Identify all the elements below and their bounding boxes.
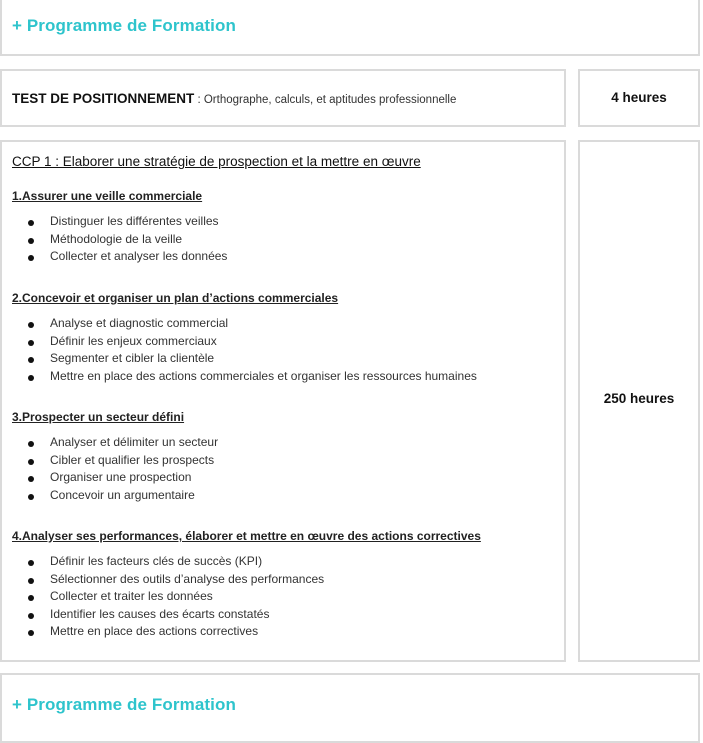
section-list [12,553,481,641]
test-duration: 4 heures [611,90,667,105]
section-3 [12,410,218,504]
ccp-duration-cell [578,140,700,662]
test-duration-cell [578,69,700,127]
list-item: Distinguer les différentes veilles [50,213,227,231]
programme-toggle-bottom[interactable] [0,673,700,743]
list-item: Concevoir un argumentaire [50,487,218,505]
ccp-content-cell [0,140,566,662]
section-2 [12,291,477,385]
section-list [12,213,227,266]
programme-toggle-label[interactable]: + Programme de Formation [12,16,236,35]
section-title: 1.Assurer une veille commerciale [12,189,203,203]
list-item: Segmenter et cibler la clientèle [50,350,477,368]
list-item: Analyse et diagnostic commercial [50,315,477,333]
list-item: Définir les enjeux commerciaux [50,333,477,351]
test-separator: : [194,94,204,106]
list-item: Sélectionner des outils d’analyse des performances [50,571,481,589]
list-item: Identifier les causes des écarts constatés [50,606,481,624]
section-4 [12,529,481,641]
list-item: Mettre en place des actions commerciales et organiser les ressources humaines [50,368,477,386]
section-title: 3.Prospecter un secteur défini [12,410,185,424]
list-item: Méthodologie de la veille [50,231,227,249]
list-item: Collecter et traiter les données [50,588,481,606]
ccp-title: CCP 1 : Elaborer une stratégie de prospection et la mettre en œuvre [12,154,421,169]
section-title: 2.Concevoir et organiser un plan d’actions commerciales [12,291,339,305]
list-item: Organiser une prospection [50,469,218,487]
test-positioning-description: Orthographe, calculs, et aptitudes professionnelle [203,94,457,106]
test-positioning-cell [0,69,566,127]
programme-toggle-top[interactable] [0,0,700,56]
list-item: Cibler et qualifier les prospects [50,452,218,470]
section-1 [12,189,227,266]
list-item: Mettre en place des actions correctives [50,623,481,641]
list-item: Collecter et analyser les données [50,248,227,266]
ccp-duration: 250 heures [603,391,675,406]
programme-toggle-label[interactable]: + Programme de Formation [12,695,236,714]
section-list [12,434,218,504]
section-list [12,315,477,385]
test-positioning-title: TEST DE POSITIONNEMENT [12,91,195,106]
list-item: Définir les facteurs clés de succès (KPI) [50,553,481,571]
test-positioning-text [12,91,456,106]
section-title: 4.Analyser ses performances, élaborer et mettre en œuvre des actions correctives [12,529,481,543]
list-item: Analyser et délimiter un secteur [50,434,218,452]
